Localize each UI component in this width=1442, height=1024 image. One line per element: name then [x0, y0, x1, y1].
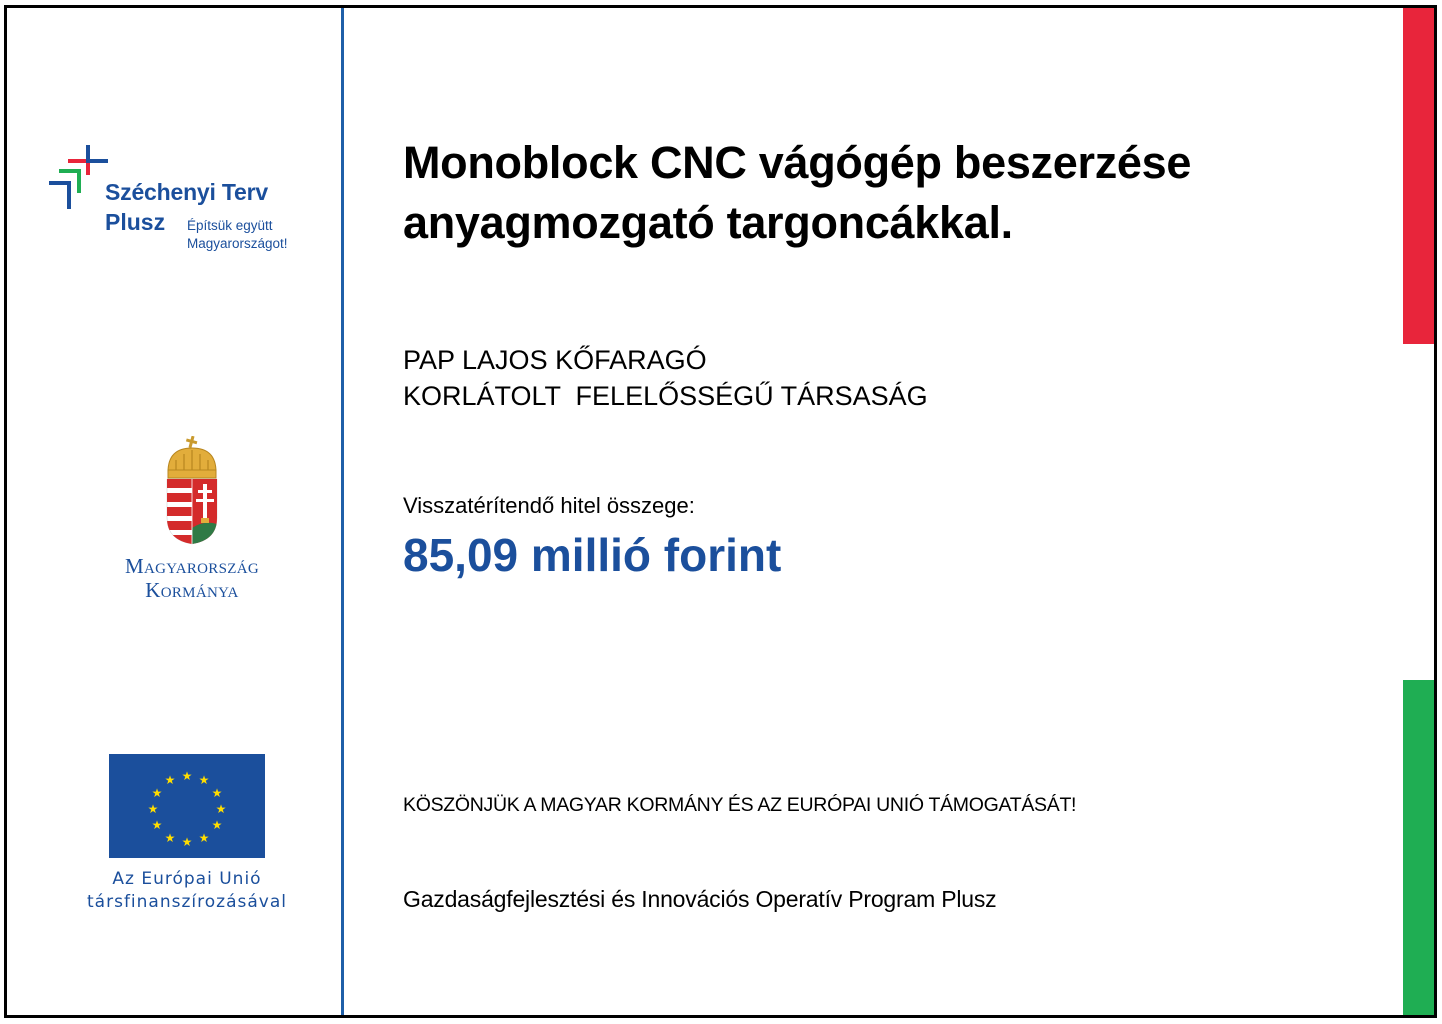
government-name-line-2: Kormánya — [145, 578, 239, 602]
svg-text:★: ★ — [181, 769, 193, 783]
svg-text:★: ★ — [198, 773, 210, 787]
svg-text:★: ★ — [211, 786, 223, 800]
szechenyi-subtitle: Plusz — [105, 209, 166, 235]
szechenyi-title: Széchenyi Terv — [105, 179, 268, 205]
eu-caption — [57, 868, 317, 914]
eu-caption-line-2: társfinanszírozásával — [87, 892, 287, 912]
beneficiary-company — [403, 342, 928, 414]
poster-frame — [4, 5, 1437, 1018]
hungarian-coat-of-arms-icon — [162, 436, 222, 548]
project-title-line-2: anyagmozgató targoncákkal. — [403, 197, 1013, 248]
svg-text:★: ★ — [198, 831, 210, 845]
loan-amount-value: 85,09 millió forint — [403, 529, 782, 581]
svg-text:★: ★ — [164, 773, 176, 787]
eu-caption-line-1: Az Európai Unió — [112, 869, 262, 889]
column-divider — [341, 8, 344, 1015]
szechenyi-slogan — [187, 217, 288, 253]
svg-text:★: ★ — [211, 818, 223, 832]
company-line-2: KORLÁTOLT FELELŐSSÉGŰ TÁRSASÁG — [403, 381, 928, 411]
slogan-line-2: Magyarországot! — [187, 236, 288, 251]
program-name: Gazdaságfejlesztési és Innovációs Operatív Program Plusz — [403, 886, 997, 912]
svg-text:★: ★ — [151, 786, 163, 800]
acknowledgement-text: KÖSZÖNJÜK A MAGYAR KORMÁNY ÉS AZ EURÓPAI UNIÓ TÁMOGATÁSÁT! — [403, 794, 1077, 816]
eu-flag-icon — [109, 754, 265, 858]
company-line-1: PAP LAJOS KŐFARAGÓ — [403, 345, 707, 375]
slogan-line-1: Építsük együtt — [187, 218, 273, 233]
svg-text:★: ★ — [147, 802, 159, 816]
government-logo — [67, 436, 317, 602]
svg-text:★: ★ — [181, 835, 193, 849]
project-title-line-1: Monoblock CNC vágógép beszerzése — [403, 137, 1192, 188]
flag-green-stripe — [1403, 680, 1434, 1015]
svg-text:★: ★ — [164, 831, 176, 845]
szechenyi-cross-icon — [43, 143, 109, 209]
government-name — [67, 554, 317, 602]
project-title — [403, 133, 1191, 253]
svg-text:★: ★ — [151, 818, 163, 832]
flag-red-stripe — [1403, 8, 1434, 344]
eu-logo — [57, 754, 317, 914]
government-name-line-1: Magyarország — [125, 554, 259, 578]
szechenyi-logo — [43, 143, 313, 253]
svg-text:★: ★ — [215, 802, 227, 816]
loan-amount-label: Visszatérítendő hitel összege: — [403, 493, 695, 518]
